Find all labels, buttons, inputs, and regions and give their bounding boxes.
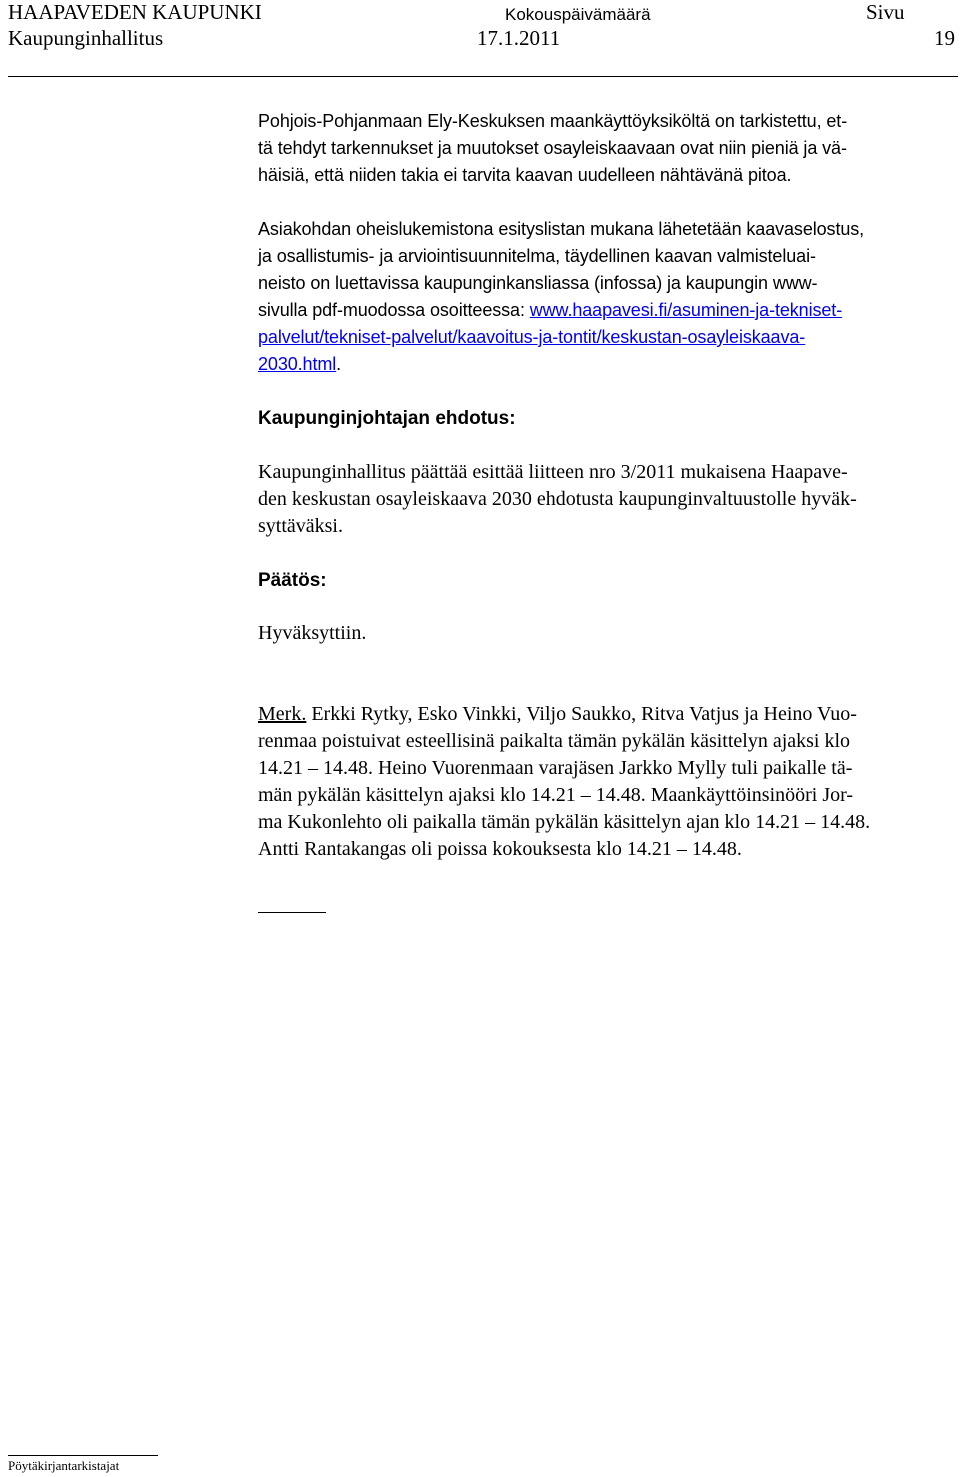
municipality-name: HAAPAVEDEN KAUPUNKI (8, 0, 262, 24)
note-first-line: Erkki Rytky, Esko Vinkki, Viljo Saukko, Ritva Vatjus ja Heino Vuo- (306, 703, 857, 725)
link-prefix: sivulla pdf-muodossa osoitteessa: (258, 300, 530, 320)
text-line: syttäväksi. (258, 515, 343, 537)
footer-rule (8, 1455, 158, 1456)
decision-text: Hyväksyttiin. (258, 622, 367, 644)
note-label: Merk. (258, 703, 307, 725)
text-line: ma Kukonlehto oli paikalla tämän pykälän käsittelyn ajan klo 14.21 – 14.48. (258, 811, 871, 833)
meeting-date: 17.1.2011 (477, 26, 561, 50)
text-line: Pohjois-Pohjanmaan Ely-Keskuksen maankäyttöyksiköltä on tarkistettu, et- (258, 111, 848, 131)
page-label: Sivu (866, 0, 905, 24)
meeting-date-label: Kokouspäivämäärä (505, 5, 651, 24)
governing-body: Kaupunginhallitus (8, 26, 164, 50)
text-line: män pykälän käsittelyn ajaksi klo 14.21 – 14.48. Maankäyttöinsinööri Jor- (258, 784, 854, 806)
proposal-paragraph (258, 459, 958, 540)
text-line: ja osallistumis- ja arviointisuunnitelma, täydellinen kaavan valmisteluai- (258, 246, 816, 266)
attachments-paragraph (258, 216, 958, 378)
text-line (258, 297, 958, 324)
plan-url-link-end[interactable]: 2030.html (258, 354, 337, 374)
minutes-body (258, 108, 958, 863)
plan-url-link[interactable]: www.haapavesi.fi/asuminen-ja-tekniset- (529, 300, 843, 320)
page-number: 19 (934, 26, 955, 50)
plan-url-link-cont[interactable]: palvelut/tekniset-palvelut/kaavoitus-ja-tontit/keskustan-osayleiskaava- (258, 327, 806, 347)
text-line: den keskustan osayleiskaava 2030 ehdotusta kaupunginvaltuustolle hyväk- (258, 488, 857, 510)
text-line: Asiakohdan oheislukemistona esityslistan mukana lähetetään kaavaselostus, (258, 219, 865, 239)
footer-label: Pöytäkirjantarkistajat (8, 1458, 120, 1473)
text-line: 14.21 – 14.48. Heino Vuorenmaan varajäsen Jarkko Mylly tuli paikalle tä- (258, 757, 853, 779)
text-line: Kaupunginhallitus päättää esittää liitteen nro 3/2011 mukaisena Haapave- (258, 461, 848, 483)
text-line (258, 701, 958, 728)
text-line (258, 351, 958, 378)
link-suffix: . (336, 354, 342, 374)
ely-check-paragraph (258, 108, 958, 189)
text-line: neisto on luettavissa kaupunginkansliassa (infossa) ja kaupungin www- (258, 273, 818, 293)
proposal-heading: Kaupunginjohtajan ehdotus: (258, 408, 516, 429)
section-end-rule (258, 912, 326, 913)
text-line: häisiä, että niiden takia ei tarvita kaavan uudelleen nähtävänä pitoa. (258, 165, 792, 185)
note-paragraph (258, 701, 958, 863)
header-rule (8, 76, 958, 77)
text-line (258, 324, 958, 351)
decision-heading: Päätös: (258, 570, 327, 591)
text-line: renmaa poistuivat esteellisinä paikalta tämän pykälän käsittelyn ajaksi klo (258, 730, 851, 752)
text-line: Antti Rantakangas oli poissa kokouksesta klo 14.21 – 14.48. (258, 838, 742, 860)
text-line: tä tehdyt tarkennukset ja muutokset osayleiskaavaan ovat niin pieniä ja vä- (258, 138, 847, 158)
